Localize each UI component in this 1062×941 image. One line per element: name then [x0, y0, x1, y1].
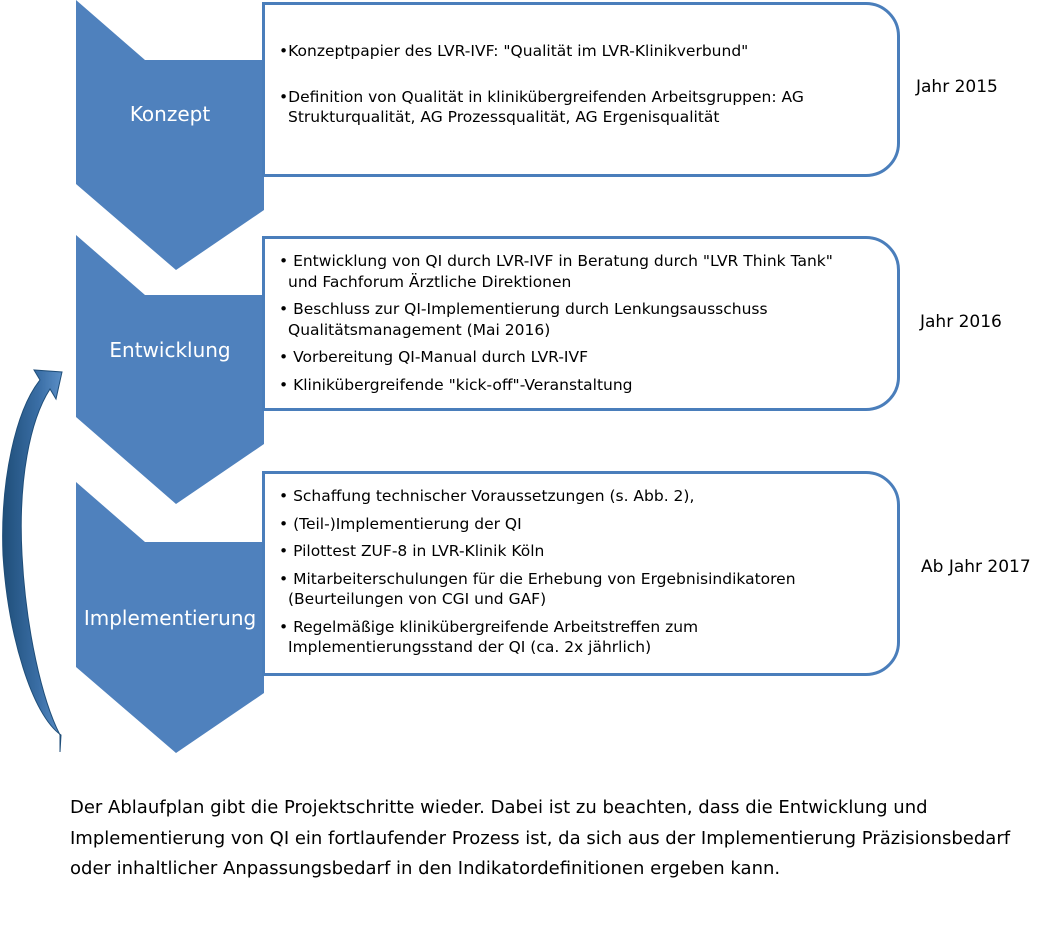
stage-item-list	[279, 486, 867, 658]
stage-chevron-entwicklung	[76, 235, 264, 504]
stage-item: •Definition von Qualität in klinikübergreifenden Arbeitsgruppen: AG Strukturqualität, AG Prozessqualität, AG Ergenisqualität	[279, 87, 804, 126]
stage-card-konzept	[262, 2, 900, 177]
stage-item: • Beschluss zur QI-Implementierung durch Lenkungsausschuss Qualitätsmanagement (Mai 2016)	[279, 300, 768, 339]
stage-label-konzept: Konzept	[129, 102, 211, 126]
stage-label-entwicklung: Entwicklung	[109, 338, 231, 362]
stage-item: •Konzeptpapier des LVR-IVF: "Qualität im LVR-Klinikverbund"	[279, 42, 749, 60]
stage-year-konzept: Jahr 2015	[916, 77, 998, 97]
stage-item: • Pilottest ZUF-8 in LVR-Klinik Köln	[279, 542, 545, 560]
stage-year-entwicklung: Jahr 2016	[920, 312, 1002, 332]
stage-item-list	[279, 41, 867, 128]
figure-caption: Der Ablaufplan gibt die Projektschritte wieder. Dabei ist zu beachten, dass die Entwicklung und Implementierung von QI ein fortlaufender Prozess ist, da sich aus der Implementierung Präzisionsbedarf oder inhaltlicher Anpassungsbedarf in den Indikatordefinitionen ergeben kann.	[70, 797, 1011, 879]
stage-item: • (Teil-)Implementierung der QI	[279, 514, 522, 533]
stage-item: • Regelmäßige klinikübergreifende Arbeitstreffen zum Implementierungsstand der QI (ca. 2x jährlich)	[279, 617, 699, 656]
stage-item: • Klinikübergreifende "kick-off"-Veranstaltung	[279, 375, 633, 394]
stage-label-implementierung: Implementierung	[83, 606, 257, 630]
feedback-loop-arrow	[3, 370, 62, 752]
stage-chevron-konzept	[76, 0, 264, 270]
stage-year-implementierung: Ab Jahr 2017	[921, 557, 1031, 577]
stage-item: • Vorbereitung QI-Manual durch LVR-IVF	[279, 348, 589, 366]
stage-item-list	[279, 251, 867, 395]
stage-card-entwicklung	[262, 236, 900, 411]
stage-card-implementierung	[262, 471, 900, 676]
stage-item: • Mitarbeiterschulungen für die Erhebung von Ergebnisindikatoren (Beurteilungen von CGI und GAF)	[279, 569, 796, 608]
stage-item: • Entwicklung von QI durch LVR-IVF in Beratung durch "LVR Think Tank" und Fachforum Ärztliche Direktionen	[279, 252, 833, 291]
stage-item: • Schaffung technischer Voraussetzungen (s. Abb. 2),	[279, 487, 695, 505]
